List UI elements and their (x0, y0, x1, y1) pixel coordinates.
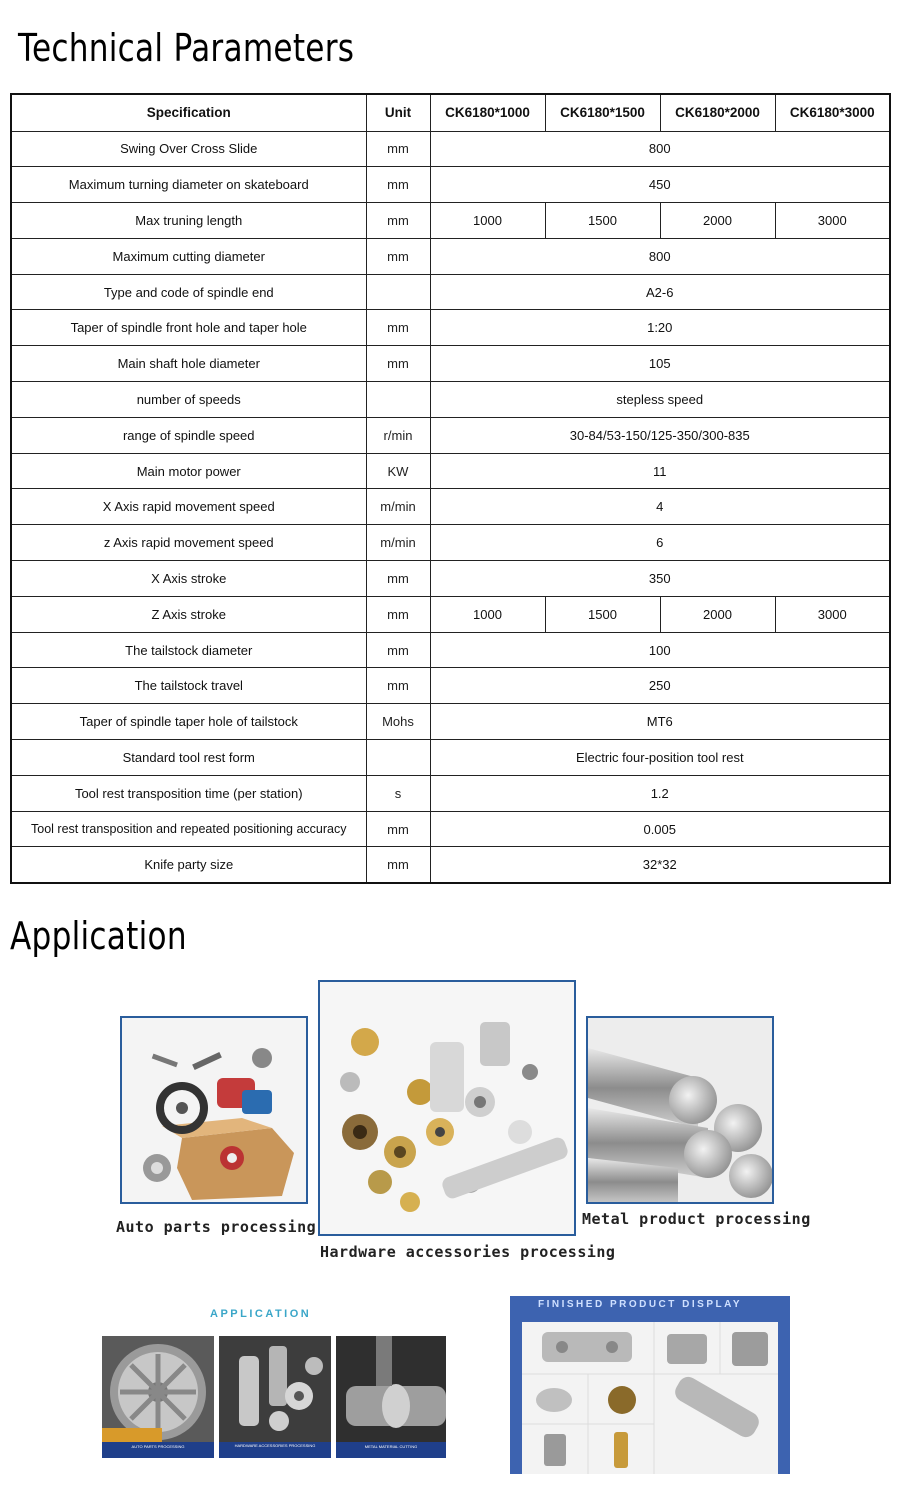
spec-cell: Main motor power (11, 453, 366, 489)
value-cell: 800 (430, 238, 890, 274)
unit-cell: r/min (366, 417, 430, 453)
table-row (11, 131, 890, 167)
hardware-accessories-image (318, 980, 576, 1236)
spec-cell: Tool rest transposition time (per station) (11, 775, 366, 811)
spec-cell: Swing Over Cross Slide (11, 131, 366, 167)
spec-cell: X Axis stroke (11, 561, 366, 597)
table-row (11, 847, 890, 883)
unit-cell: mm (366, 811, 430, 847)
value-cell: A2-6 (430, 274, 890, 310)
technical-parameters-heading: Technical Parameters (18, 26, 355, 70)
value-cell: MT6 (430, 704, 890, 740)
value-cell: 800 (430, 131, 890, 167)
unit-cell: m/min (366, 525, 430, 561)
caption-auto-parts: Auto parts processing (116, 1218, 317, 1236)
wheel-image (102, 1336, 214, 1458)
spec-cell: Taper of spindle front hole and taper hole (11, 310, 366, 346)
value-cell: 32*32 (430, 847, 890, 883)
metal-cutting-image (336, 1336, 446, 1458)
application-banner (100, 1296, 448, 1464)
table-row (11, 811, 890, 847)
hardware-image (219, 1336, 331, 1458)
spec-cell: Standard tool rest form (11, 740, 366, 776)
spec-cell: Tool rest transposition and repeated positioning accuracy (11, 811, 366, 847)
table-row (11, 382, 890, 418)
unit-cell: mm (366, 346, 430, 382)
header-cell: Unit (366, 94, 430, 131)
value-cell: stepless speed (430, 382, 890, 418)
value-cell: 1:20 (430, 310, 890, 346)
value-cell: 3000 (775, 203, 890, 239)
spec-cell: The tailstock diameter (11, 632, 366, 668)
caption-metal: Metal product processing (582, 1210, 811, 1228)
value-cell: 2000 (660, 203, 775, 239)
value-cell: 11 (430, 453, 890, 489)
unit-cell: mm (366, 203, 430, 239)
table-row (11, 310, 890, 346)
value-cell: 1500 (545, 596, 660, 632)
finished-products-image (522, 1322, 778, 1474)
value-cell: 1000 (430, 596, 545, 632)
table-row (11, 453, 890, 489)
table-body (11, 131, 890, 883)
table-row (11, 704, 890, 740)
unit-cell: m/min (366, 489, 430, 525)
metal-product-image (586, 1016, 774, 1204)
value-cell: 4 (430, 489, 890, 525)
unit-cell (366, 274, 430, 310)
spec-cell: X Axis rapid movement speed (11, 489, 366, 525)
unit-cell: mm (366, 668, 430, 704)
spec-cell: range of spindle speed (11, 417, 366, 453)
tile-label-metal: METAL MATERIAL CUTTING (364, 1444, 418, 1449)
unit-cell (366, 740, 430, 776)
table-row (11, 203, 890, 239)
unit-cell: mm (366, 131, 430, 167)
unit-cell: s (366, 775, 430, 811)
table-row (11, 238, 890, 274)
value-cell: 450 (430, 167, 890, 203)
value-cell: 105 (430, 346, 890, 382)
value-cell: 3000 (775, 596, 890, 632)
value-cell: 250 (430, 668, 890, 704)
spec-cell: Knife party size (11, 847, 366, 883)
spec-cell: Maximum cutting diameter (11, 238, 366, 274)
unit-cell: mm (366, 238, 430, 274)
unit-cell: mm (366, 167, 430, 203)
spec-cell: Max truning length (11, 203, 366, 239)
spec-cell: z Axis rapid movement speed (11, 525, 366, 561)
auto-parts-image (120, 1016, 308, 1204)
value-cell: 100 (430, 632, 890, 668)
value-cell: 1.2 (430, 775, 890, 811)
header-cell: CK6180*2000 (660, 94, 775, 131)
table-row (11, 489, 890, 525)
spec-cell: Z Axis stroke (11, 596, 366, 632)
unit-cell: mm (366, 561, 430, 597)
table-header-row (11, 94, 890, 131)
table-row (11, 346, 890, 382)
spec-cell: number of speeds (11, 382, 366, 418)
value-cell: 350 (430, 561, 890, 597)
unit-cell (366, 382, 430, 418)
table-row (11, 167, 890, 203)
application-collage (110, 972, 820, 1272)
caption-hardware: Hardware accessories processing (320, 1243, 616, 1261)
spec-cell: Taper of spindle taper hole of tailstock (11, 704, 366, 740)
value-cell: 1500 (545, 203, 660, 239)
unit-cell: mm (366, 632, 430, 668)
table-row (11, 775, 890, 811)
value-cell: Electric four-position tool rest (430, 740, 890, 776)
value-cell: 1000 (430, 203, 545, 239)
tile-label-auto: AUTO PARTS PROCESSING (131, 1444, 185, 1449)
spec-cell: Type and code of spindle end (11, 274, 366, 310)
spec-cell: Maximum turning diameter on skateboard (11, 167, 366, 203)
unit-cell: mm (366, 596, 430, 632)
table-row (11, 417, 890, 453)
value-cell: 0.005 (430, 811, 890, 847)
finished-product-title: FINISHED PRODUCT DISPLAY (538, 1299, 743, 1310)
table-row (11, 740, 890, 776)
value-cell: 6 (430, 525, 890, 561)
spec-table (10, 93, 891, 884)
value-cell: 30-84/53-150/125-350/300-835 (430, 417, 890, 453)
table-row (11, 561, 890, 597)
value-cell: 2000 (660, 596, 775, 632)
unit-cell: mm (366, 310, 430, 346)
header-cell: CK6180*1500 (545, 94, 660, 131)
unit-cell: KW (366, 453, 430, 489)
table-row (11, 274, 890, 310)
header-cell: Specification (11, 94, 366, 131)
table-row (11, 632, 890, 668)
unit-cell: Mohs (366, 704, 430, 740)
header-cell: CK6180*3000 (775, 94, 890, 131)
tile-label-hardware: HARDWARE ACCESSORIES PROCESSING (234, 1443, 316, 1448)
application-heading: Application (10, 914, 187, 958)
table-row (11, 668, 890, 704)
table-row (11, 596, 890, 632)
unit-cell: mm (366, 847, 430, 883)
application-banner-title: APPLICATION (210, 1308, 312, 1320)
spec-cell: The tailstock travel (11, 668, 366, 704)
table-row (11, 525, 890, 561)
finished-product-display (510, 1296, 790, 1474)
header-cell: CK6180*1000 (430, 94, 545, 131)
spec-cell: Main shaft hole diameter (11, 346, 366, 382)
